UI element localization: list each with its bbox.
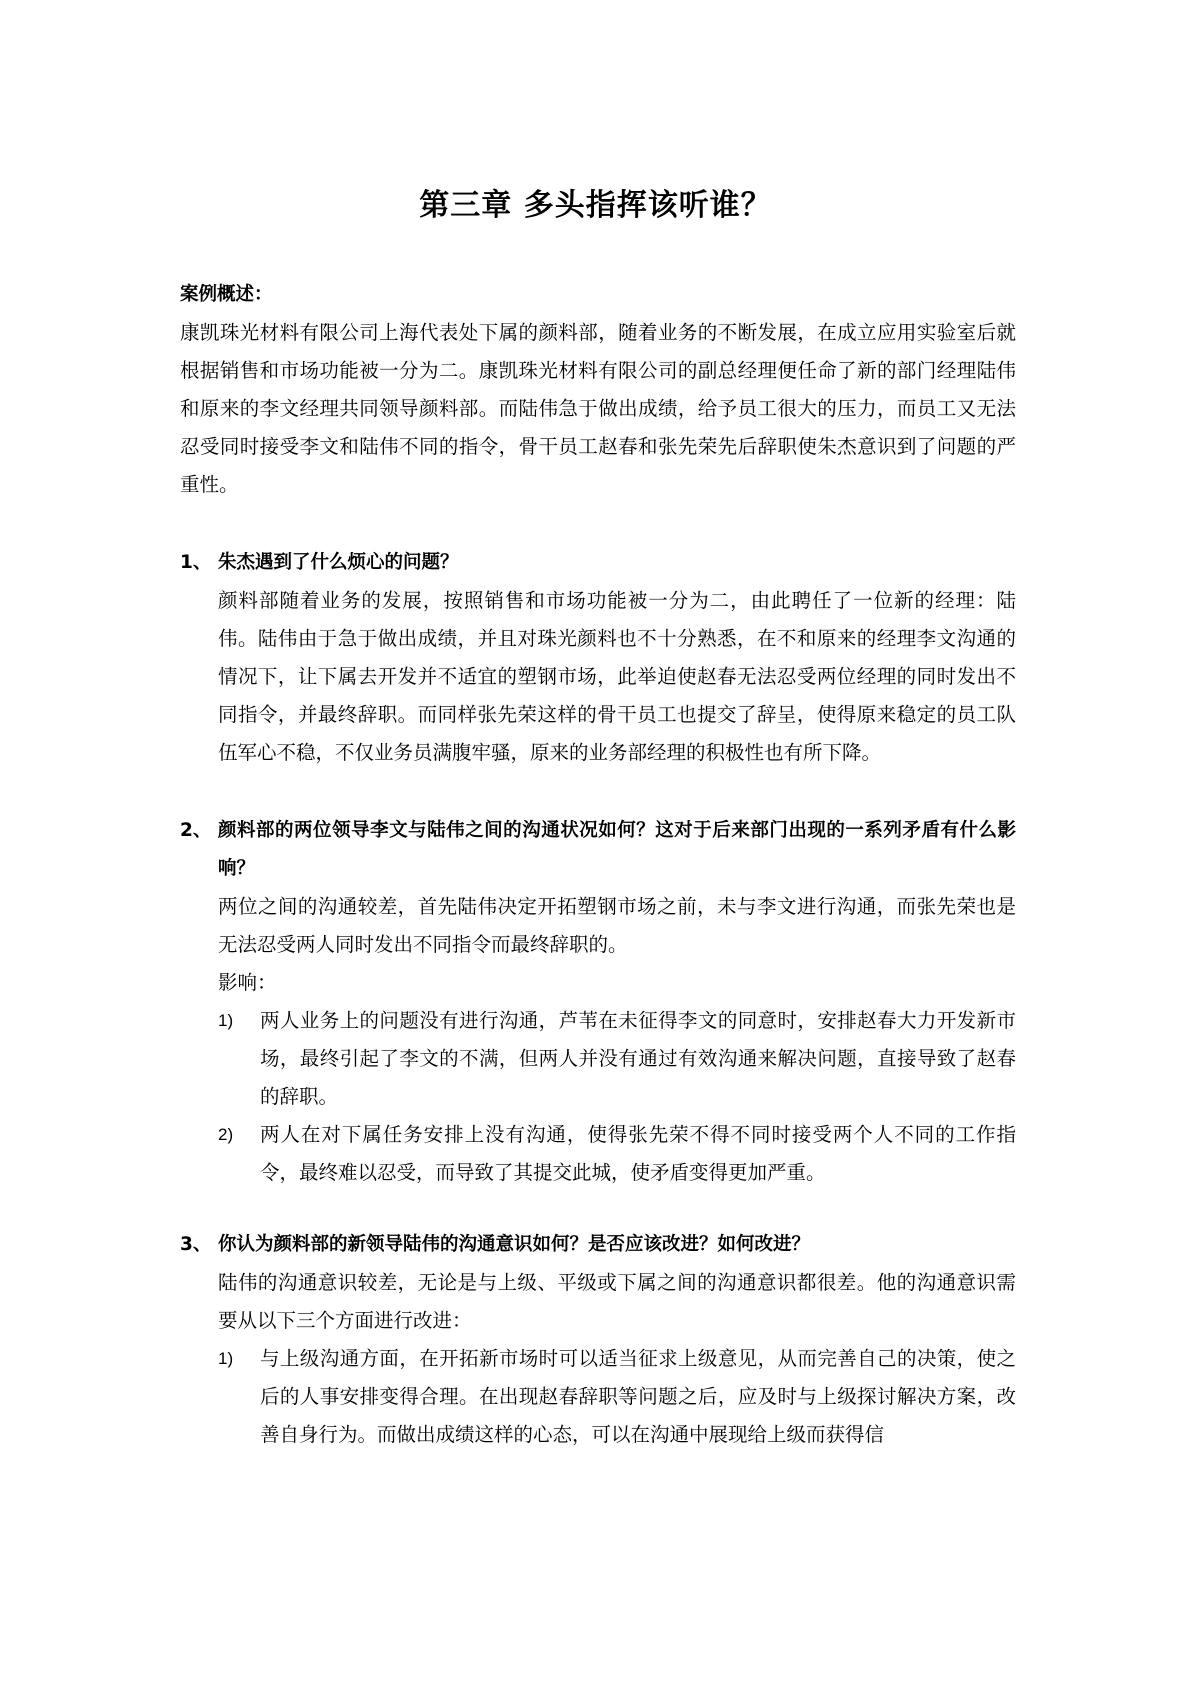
document-body bbox=[180, 276, 1016, 1454]
chapter-title: 第三章 多头指挥该听谁？ bbox=[419, 188, 772, 223]
list-item-text: 与上级沟通方面，在开拓新市场时可以适当征求上级意见，从而完善自己的决策，使之后的人事安排变得合理。在出现赵春辞职等问题之后，应及时与上级探讨解决方案，改善自身行为。而做出成绩这样的心态，可以在沟通中展现给上级而获得信 bbox=[260, 1347, 1016, 1446]
question-2 bbox=[180, 812, 1016, 888]
question-3 bbox=[180, 1226, 1016, 1264]
list-item-number: 1) bbox=[218, 1011, 234, 1030]
question-number: 3、 bbox=[180, 1234, 212, 1255]
answer-1: 颜料部随着业务的发展，按照销售和市场功能被一分为二，由此聘任了一位新的经理：陆伟。陆伟由于急于做出成绩，并且对珠光颜料也不十分熟悉，在不和原来的经理李文沟通的情况下，让下属去开发并不适宜的塑钢市场，此举迫使赵春无法忍受两位经理的同时发出不同指令，并最终辞职。而同样张先荣这样的骨干员工也提交了辞呈，使得原来稳定的员工队伍军心不稳，不仅业务员满腹牢骚，原来的业务部经理的积极性也有所下降。 bbox=[218, 589, 1016, 764]
list-item bbox=[218, 1116, 1016, 1192]
question-1 bbox=[180, 544, 1016, 582]
question-number: 1、 bbox=[180, 552, 212, 573]
list-item-number: 1) bbox=[218, 1349, 234, 1368]
overview-label: 案例概述： bbox=[180, 284, 273, 305]
answer-2: 两位之间的沟通较差，首先陆伟决定开拓塑钢市场之前，未与李文进行沟通，而张先荣也是无法忍受两人同时发出不同指令而最终辞职的。 bbox=[218, 895, 1016, 956]
list-item-text: 两人业务上的问题没有进行沟通，芦苇在未征得李文的同意时，安排赵春大力开发新市场，最终引起了李文的不满，但两人并没有通过有效沟通来解决问题，直接导致了赵春的辞职。 bbox=[260, 1009, 1016, 1108]
question-text: 颜料部的两位领导李文与陆伟之间的沟通状况如何？这对于后来部门出现的一系列矛盾有什么影响？ bbox=[218, 820, 1016, 879]
list-item-number: 2) bbox=[218, 1125, 234, 1144]
list-item-text: 两人在对下属任务安排上没有沟通，使得张先荣不得不同时接受两个人不同的工作指令，最终难以忍受，而导致了其提交此城，使矛盾变得更加严重。 bbox=[260, 1123, 1016, 1184]
question-text: 朱杰遇到了什么烦心的问题？ bbox=[218, 552, 459, 573]
answer-3: 陆伟的沟通意识较差，无论是与上级、平级或下属之间的沟通意识都很差。他的沟通意识需要从以下三个方面进行改进： bbox=[218, 1271, 1016, 1332]
list-item bbox=[218, 1002, 1016, 1116]
list-item bbox=[218, 1340, 1016, 1454]
overview-text: 康凯珠光材料有限公司上海代表处下属的颜料部，随着业务的不断发展，在成立应用实验室后就根据销售和市场功能被一分为二。康凯珠光材料有限公司的副总经理便任命了新的部门经理陆伟和原来的李文经理共同领导颜料部。而陆伟急于做出成绩，给予员工很大的压力，而员工又无法忍受同时接受李文和陆伟不同的指令，骨干员工赵春和张先荣先后辞职使朱杰意识到了问题的严重性。 bbox=[180, 321, 1016, 496]
question-text: 你认为颜料部的新领导陆伟的沟通意识如何？是否应该改进？如何改进？ bbox=[218, 1234, 811, 1255]
impact-label: 影响： bbox=[218, 971, 277, 994]
question-number: 2、 bbox=[180, 820, 212, 841]
